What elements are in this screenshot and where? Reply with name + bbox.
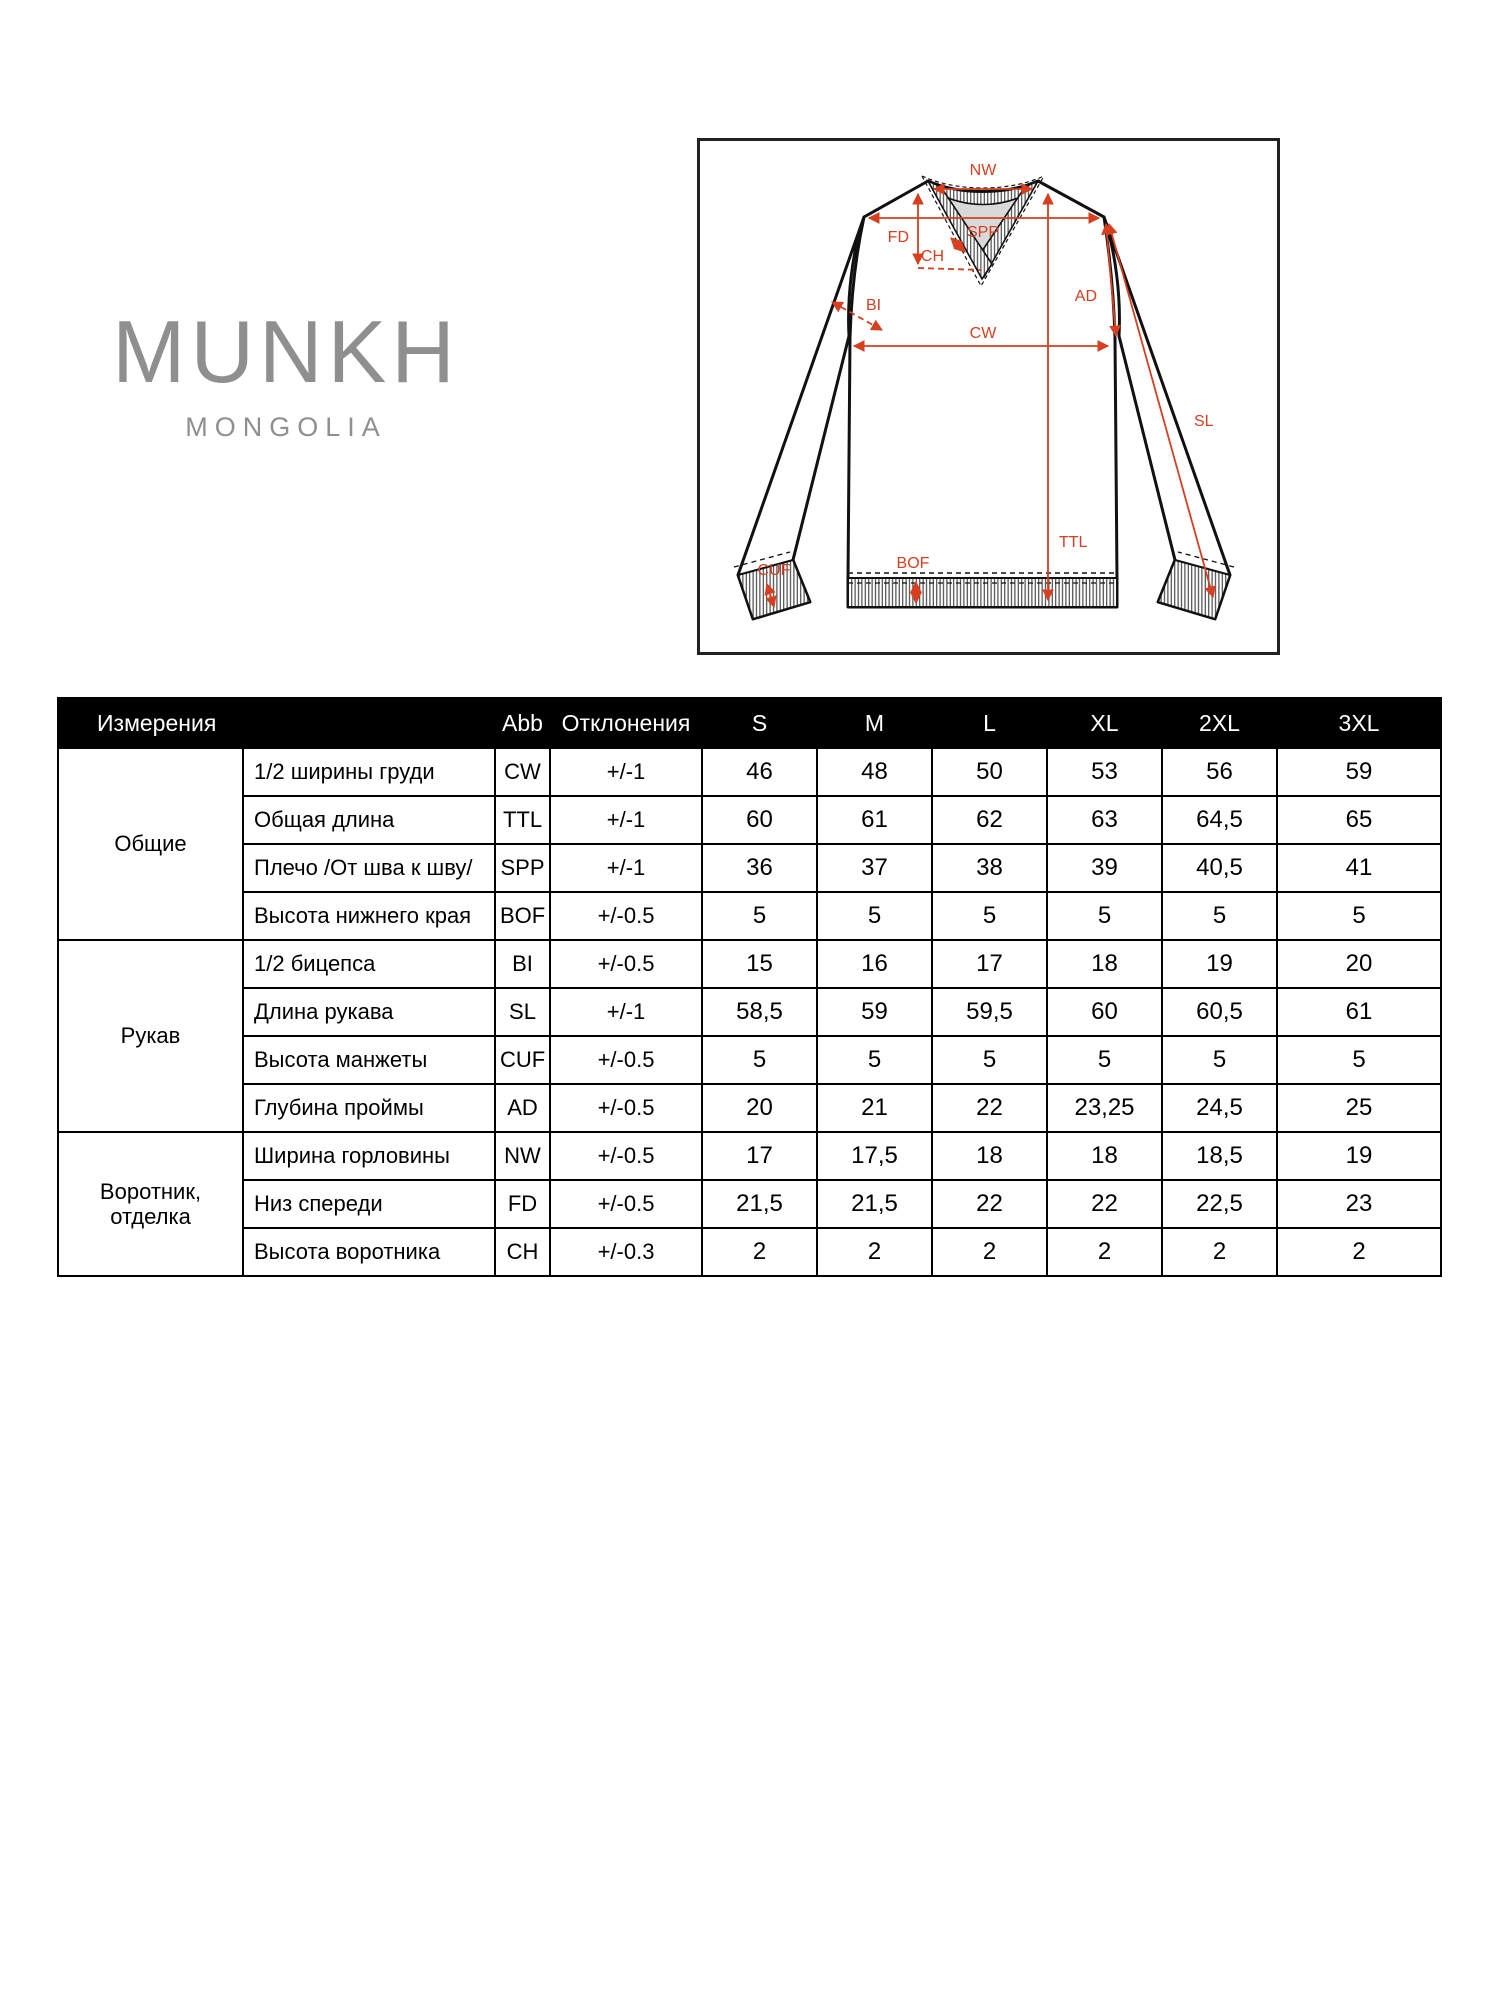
measure-name: Высота воротника xyxy=(243,1228,495,1276)
measure-deviation: +/-0.3 xyxy=(550,1228,702,1276)
table-row xyxy=(58,1228,1441,1276)
diagram-label-nw: NW xyxy=(969,162,997,179)
header-abb: Abb xyxy=(495,698,550,748)
value-s: 36 xyxy=(702,844,817,892)
value-s: 17 xyxy=(702,1132,817,1180)
header-size-s: S xyxy=(702,698,817,748)
measure-name: 1/2 бицепса xyxy=(243,940,495,988)
measure-name: Низ спереди xyxy=(243,1180,495,1228)
value-l: 18 xyxy=(932,1132,1047,1180)
table-row xyxy=(58,940,1441,988)
value-l: 50 xyxy=(932,748,1047,796)
value-3xl: 65 xyxy=(1277,796,1441,844)
measure-name: Высота манжеты xyxy=(243,1036,495,1084)
value-m: 17,5 xyxy=(817,1132,932,1180)
group-cell: Общие xyxy=(58,748,243,940)
measure-name: Длина рукава xyxy=(243,988,495,1036)
header-measurements: Измерения xyxy=(58,698,495,748)
measure-abb: CH xyxy=(495,1228,550,1276)
brand-name: MUNKH xyxy=(112,302,460,401)
value-3xl: 25 xyxy=(1277,1084,1441,1132)
value-2xl: 60,5 xyxy=(1162,988,1277,1036)
value-xl: 60 xyxy=(1047,988,1162,1036)
value-xl: 22 xyxy=(1047,1180,1162,1228)
value-3xl: 61 xyxy=(1277,988,1441,1036)
value-3xl: 23 xyxy=(1277,1180,1441,1228)
measure-abb: SPP xyxy=(495,844,550,892)
measure-abb: NW xyxy=(495,1132,550,1180)
value-l: 59,5 xyxy=(932,988,1047,1036)
diagram-label-spp: SPP xyxy=(966,224,1000,241)
header-size-3xl: 3XL xyxy=(1277,698,1441,748)
value-s: 21,5 xyxy=(702,1180,817,1228)
measure-abb: SL xyxy=(495,988,550,1036)
measure-deviation: +/-0.5 xyxy=(550,1084,702,1132)
header-deviation: Отклонения xyxy=(550,698,702,748)
measure-abb: AD xyxy=(495,1084,550,1132)
brand-logo xyxy=(100,302,472,443)
value-l: 5 xyxy=(932,1036,1047,1084)
value-l: 17 xyxy=(932,940,1047,988)
value-xl: 53 xyxy=(1047,748,1162,796)
value-s: 58,5 xyxy=(702,988,817,1036)
value-s: 46 xyxy=(702,748,817,796)
sweater-measurement-diagram xyxy=(697,138,1280,655)
measure-name: Глубина проймы xyxy=(243,1084,495,1132)
measure-deviation: +/-1 xyxy=(550,844,702,892)
measure-name: Плечо /От шва к шву/ xyxy=(243,844,495,892)
value-3xl: 19 xyxy=(1277,1132,1441,1180)
measure-deviation: +/-0.5 xyxy=(550,940,702,988)
diagram-label-ch: CH xyxy=(920,248,944,265)
value-2xl: 5 xyxy=(1162,1036,1277,1084)
value-xl: 39 xyxy=(1047,844,1162,892)
table-header-row xyxy=(58,698,1441,748)
header-size-xl: XL xyxy=(1047,698,1162,748)
measure-deviation: +/-0.5 xyxy=(550,1036,702,1084)
table-row xyxy=(58,1036,1441,1084)
measure-deviation: +/-0.5 xyxy=(550,1180,702,1228)
table-row xyxy=(58,1084,1441,1132)
value-xl: 63 xyxy=(1047,796,1162,844)
value-m: 37 xyxy=(817,844,932,892)
value-l: 22 xyxy=(932,1084,1047,1132)
table-row xyxy=(58,844,1441,892)
table-row xyxy=(58,1132,1441,1180)
measure-abb: CUF xyxy=(495,1036,550,1084)
group-cell: Воротник, отделка xyxy=(58,1132,243,1276)
value-l: 22 xyxy=(932,1180,1047,1228)
measure-name: Высота нижнего края xyxy=(243,892,495,940)
diagram-label-ttl: TTL xyxy=(1059,534,1088,551)
measure-deviation: +/-1 xyxy=(550,988,702,1036)
value-xl: 5 xyxy=(1047,1036,1162,1084)
hem-ribbing xyxy=(848,578,1117,607)
diagram-label-bi: BI xyxy=(866,297,882,314)
value-s: 15 xyxy=(702,940,817,988)
value-3xl: 5 xyxy=(1277,1036,1441,1084)
measure-name: 1/2 ширины груди xyxy=(243,748,495,796)
measure-name: Общая длина xyxy=(243,796,495,844)
value-m: 2 xyxy=(817,1228,932,1276)
value-m: 61 xyxy=(817,796,932,844)
diagram-label-sl: SL xyxy=(1194,413,1214,430)
header-size-m: M xyxy=(817,698,932,748)
measure-deviation: +/-1 xyxy=(550,748,702,796)
value-xl: 18 xyxy=(1047,1132,1162,1180)
measure-deviation: +/-0.5 xyxy=(550,1132,702,1180)
value-m: 5 xyxy=(817,892,932,940)
value-2xl: 40,5 xyxy=(1162,844,1277,892)
diagram-label-cw: CW xyxy=(969,325,997,342)
brand-subtitle: MONGOLIA xyxy=(185,412,387,442)
value-s: 20 xyxy=(702,1084,817,1132)
table-row xyxy=(58,988,1441,1036)
value-2xl: 5 xyxy=(1162,892,1277,940)
value-xl: 23,25 xyxy=(1047,1084,1162,1132)
value-s: 5 xyxy=(702,892,817,940)
value-l: 38 xyxy=(932,844,1047,892)
value-m: 48 xyxy=(817,748,932,796)
header-size-l: L xyxy=(932,698,1047,748)
diagram-label-ad: AD xyxy=(1074,288,1097,305)
measure-name: Ширина горловины xyxy=(243,1132,495,1180)
value-l: 5 xyxy=(932,892,1047,940)
diagram-label-bof: BOF xyxy=(896,555,930,572)
measure-abb: FD xyxy=(495,1180,550,1228)
value-l: 2 xyxy=(932,1228,1047,1276)
value-3xl: 41 xyxy=(1277,844,1441,892)
measure-deviation: +/-1 xyxy=(550,796,702,844)
value-m: 5 xyxy=(817,1036,932,1084)
value-3xl: 59 xyxy=(1277,748,1441,796)
value-3xl: 2 xyxy=(1277,1228,1441,1276)
table-row xyxy=(58,748,1441,796)
measure-deviation: +/-0.5 xyxy=(550,892,702,940)
diagram-label-fd: FD xyxy=(887,229,909,246)
value-3xl: 5 xyxy=(1277,892,1441,940)
value-m: 59 xyxy=(817,988,932,1036)
value-m: 21,5 xyxy=(817,1180,932,1228)
value-3xl: 20 xyxy=(1277,940,1441,988)
measure-abb: BOF xyxy=(495,892,550,940)
value-xl: 2 xyxy=(1047,1228,1162,1276)
value-s: 60 xyxy=(702,796,817,844)
value-2xl: 19 xyxy=(1162,940,1277,988)
value-m: 21 xyxy=(817,1084,932,1132)
value-xl: 5 xyxy=(1047,892,1162,940)
header-size-2xl: 2XL xyxy=(1162,698,1277,748)
value-s: 5 xyxy=(702,1036,817,1084)
value-s: 2 xyxy=(702,1228,817,1276)
value-2xl: 64,5 xyxy=(1162,796,1277,844)
group-cell: Рукав xyxy=(58,940,243,1132)
value-xl: 18 xyxy=(1047,940,1162,988)
value-2xl: 56 xyxy=(1162,748,1277,796)
value-2xl: 18,5 xyxy=(1162,1132,1277,1180)
value-2xl: 24,5 xyxy=(1162,1084,1277,1132)
table-row xyxy=(58,1180,1441,1228)
size-table xyxy=(57,697,1442,1277)
measure-abb: BI xyxy=(495,940,550,988)
value-2xl: 22,5 xyxy=(1162,1180,1277,1228)
value-l: 62 xyxy=(932,796,1047,844)
table-row xyxy=(58,796,1441,844)
diagram-label-cuf: CUF xyxy=(757,562,791,579)
value-m: 16 xyxy=(817,940,932,988)
measure-abb: CW xyxy=(495,748,550,796)
measure-abb: TTL xyxy=(495,796,550,844)
value-2xl: 2 xyxy=(1162,1228,1277,1276)
table-row xyxy=(58,892,1441,940)
